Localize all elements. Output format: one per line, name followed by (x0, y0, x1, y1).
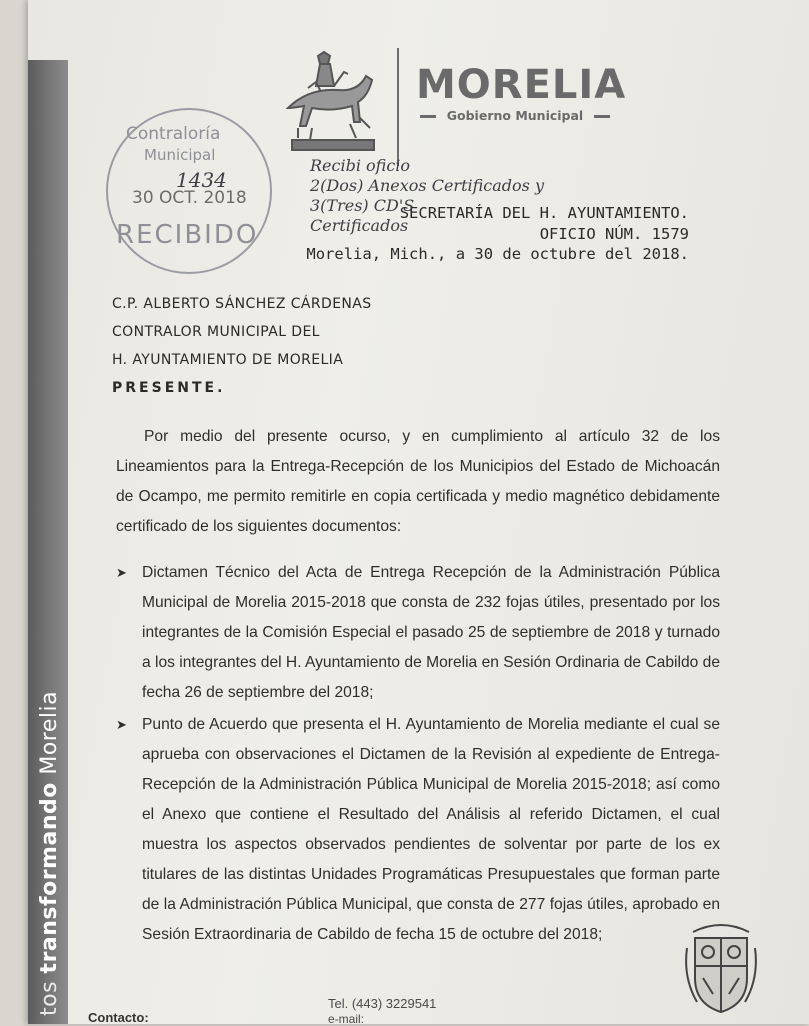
list-item (116, 558, 720, 708)
body-paragraph: Por medio del presente ocurso, y en cumplimiento al artículo 32 de los Lineamientos para la Entrega-Recepción de los Municipios del Estado de Michoacán de Ocampo, me permito remitirle en copia certificada y medio magnético debidamente certificado de los siguientes documentos: (116, 428, 720, 535)
addressee-position: CONTRALOR MUNICIPAL DEL (112, 324, 320, 340)
arrow-bullet-icon: ➤ (116, 565, 127, 580)
logo-title: MORELIA (416, 62, 627, 108)
handwritten-note: Recibi oficio 2(Dos) Anexos Certificados y 3(Tres) CD'S Certificados (310, 156, 544, 235)
slogan-prefix: tos (37, 973, 62, 1016)
office-number: OFICIO NÚM. 1579 (539, 225, 689, 243)
handwritten-number: 1434 (176, 168, 227, 192)
addressee-name: C.P. ALBERTO SÁNCHEZ CÁRDENAS (112, 296, 372, 312)
addressee-present: PRESENTE. (112, 380, 226, 396)
footer-phone: Tel. (443) 3229541 (328, 996, 437, 1011)
arrow-bullet-icon: ➤ (116, 717, 127, 732)
equestrian-statue-logo-icon (268, 48, 388, 158)
addressee-block (112, 290, 372, 402)
addressee-institution: H. AYUNTAMIENTO DE MORELIA (112, 352, 344, 368)
logo-subtitle: Gobierno Municipal (420, 108, 610, 123)
document-date: Morelia, Mich., a 30 de octubre del 2018. (306, 245, 689, 263)
stamp-date: 30 OCT. 2018 (132, 188, 247, 208)
footer-contact-label: Contacto: (88, 1010, 149, 1025)
list-item (116, 710, 720, 950)
slogan-bold: transformando (37, 782, 62, 974)
office-header (400, 203, 689, 245)
side-banner (28, 60, 68, 1024)
stamp-received: RECIBIDO (116, 220, 259, 250)
slogan-suffix: Morelia (37, 690, 62, 783)
coat-of-arms-seal-icon (683, 918, 759, 1014)
list-item-text: Punto de Acuerdo que presenta el H. Ayuntamiento de Morelia mediante el cual se aprueba con observaciones el Dictamen de la Revisión al expediente de Entrega-Recepción de la Administración Pública Municipal de Morelia 2015-2018; así como el Anexo que contiene el Resultado del Análisis al referido Dictamen, el cual muestra los aspectos observados pendientes de solventar por parte de los ex titulares de las distintas Unidades Programáticas Presupuestales que forman parte de la Administración Pública Municipal, que consta de 277 fojas útiles, aprobado en Sesión Extraordinaria de Cabildo de fecha 15 de octubre del 2018; (142, 716, 720, 943)
document-list (116, 558, 720, 952)
side-banner-slogan (37, 691, 62, 1016)
footer-email-label: e-mail: (328, 1012, 365, 1026)
document-page (28, 0, 809, 1024)
logo-divider (397, 48, 399, 166)
office-name: SECRETARÍA DEL H. AYUNTAMIENTO. (399, 204, 689, 222)
stamp-line-1: Contraloría (126, 124, 221, 144)
list-item-text: Dictamen Técnico del Acta de Entrega Recepción de la Administración Pública Municipal de Morelia 2015-2018 que consta de 232 fojas útiles, presentado por los integrantes de la Comisión Especial el pasado 25 de septiembre de 2018 y turnado a los integrantes del H. Ayuntamiento de Morelia en Sesión Ordinaria de Cabildo de fecha 26 de septiembre del 2018; (142, 564, 720, 701)
stamp-line-2: Municipal (144, 146, 216, 164)
